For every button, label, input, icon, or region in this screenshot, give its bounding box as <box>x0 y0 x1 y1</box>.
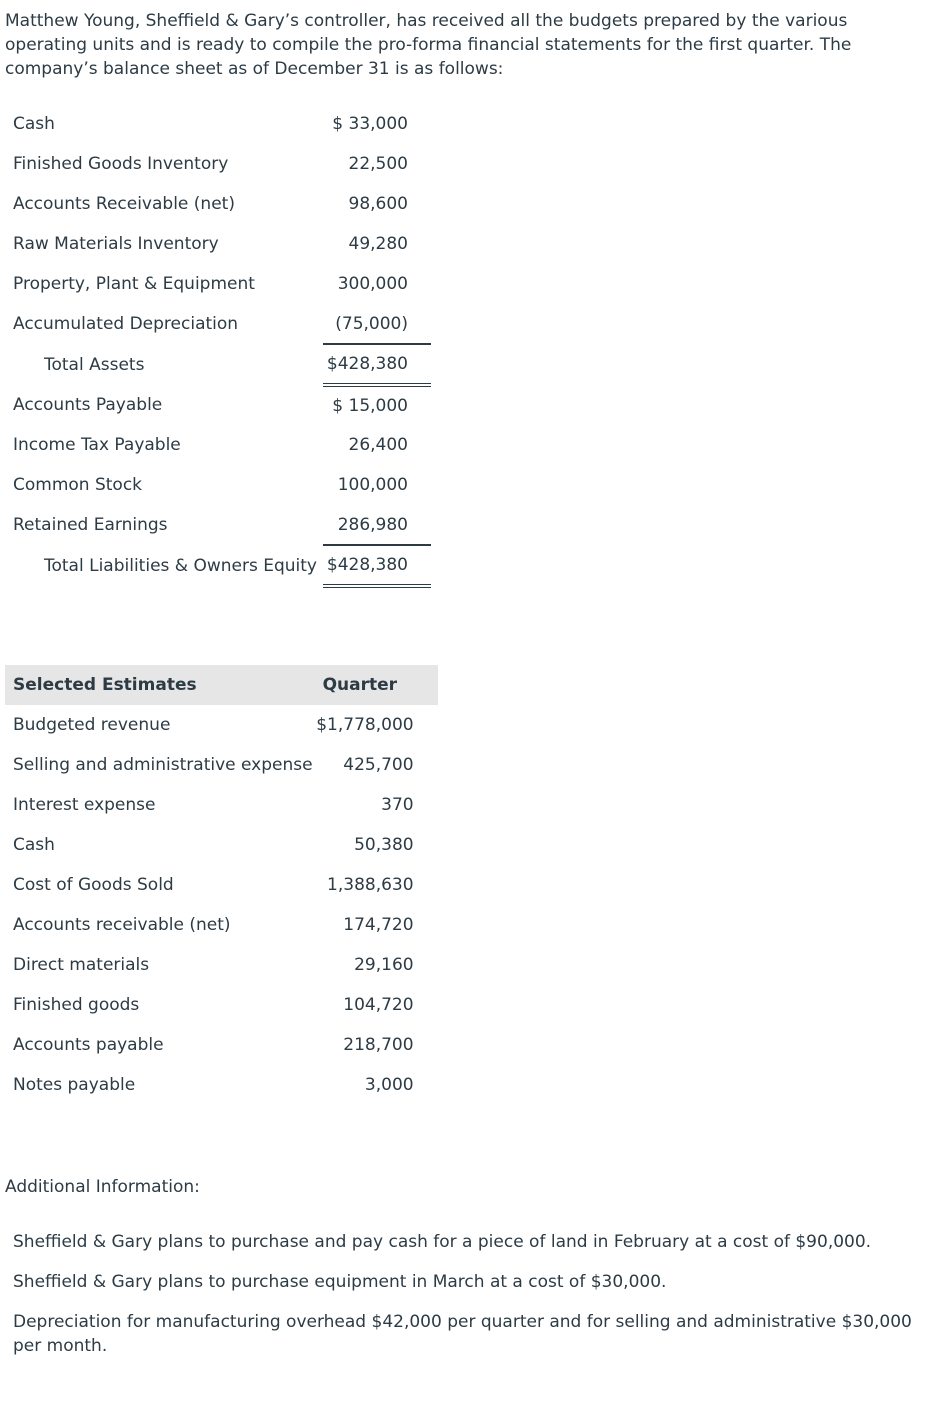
row-label: Selling and administrative expense <box>13 755 313 775</box>
table-row <box>5 705 438 745</box>
table-row <box>5 144 431 184</box>
selected-estimates-table <box>5 665 438 1105</box>
total-liabilities-row <box>5 545 431 586</box>
header-amount: Quarter <box>313 665 438 705</box>
row-amount: $ 33,000 <box>332 114 408 134</box>
row-label: Cash <box>13 835 55 855</box>
row-label: Direct materials <box>13 955 150 975</box>
table-row <box>5 785 438 825</box>
table-row <box>5 264 431 304</box>
row-amount: (75,000) <box>323 304 431 344</box>
row-label: Income Tax Payable <box>13 435 181 455</box>
additional-info-list <box>13 1230 913 1374</box>
list-item: Sheffield & Gary plans to purchase equipment in March at a cost of $30,000. <box>13 1272 667 1292</box>
row-amount: 370 <box>381 795 414 815</box>
header-label: Selected Estimates <box>5 665 313 705</box>
row-label: Accounts Receivable (net) <box>13 194 235 214</box>
additional-info-heading: Additional Information: <box>5 1177 200 1197</box>
row-label: Cash <box>13 114 55 134</box>
row-amount: 98,600 <box>348 194 408 214</box>
row-amount: $428,380 <box>323 344 431 385</box>
row-amount: 425,700 <box>343 755 414 775</box>
table-row <box>5 945 438 985</box>
table-row <box>5 304 431 344</box>
row-label: Notes payable <box>13 1075 136 1095</box>
row-label: Accumulated Depreciation <box>13 314 239 334</box>
row-amount: $1,778,000 <box>316 715 414 735</box>
table-row <box>5 745 438 785</box>
list-item: Sheffield & Gary plans to purchase and pay cash for a piece of land in February at a cost of $90,000. <box>13 1232 872 1252</box>
row-amount: 286,980 <box>323 505 431 545</box>
row-amount: 50,380 <box>354 835 414 855</box>
table-row <box>5 184 431 224</box>
row-label: Common Stock <box>13 475 143 495</box>
row-amount: 22,500 <box>348 154 408 174</box>
row-amount: 174,720 <box>343 915 414 935</box>
intro-paragraph: Matthew Young, Sheffield & Gary’s controller, has received all the budgets prepared by the various operating units and is ready to compile the pro-forma financial statements for the first quarter. The company’s balance sheet as of December 31 is as follows: <box>5 11 852 79</box>
table-row <box>5 825 438 865</box>
row-amount: $ 15,000 <box>332 396 408 416</box>
list-item: Depreciation for manufacturing overhead $42,000 per quarter and for selling and administrative $30,000 per month. <box>13 1312 912 1356</box>
row-label: Budgeted revenue <box>13 715 171 735</box>
balance-sheet-table <box>5 104 431 588</box>
row-label: Accounts Payable <box>13 395 163 415</box>
table-row <box>5 104 431 144</box>
row-label: Raw Materials Inventory <box>13 234 219 254</box>
row-label: Property, Plant & Equipment <box>13 274 255 294</box>
row-amount: 3,000 <box>364 1075 414 1095</box>
row-label: Total Assets <box>44 354 145 375</box>
row-label: Retained Earnings <box>13 515 168 535</box>
row-label: Interest expense <box>13 795 156 815</box>
row-amount: 26,400 <box>348 435 408 455</box>
row-label: Finished goods <box>13 995 140 1015</box>
row-amount: 1,388,630 <box>327 875 414 895</box>
row-label: Cost of Goods Sold <box>13 875 174 895</box>
row-amount: $428,380 <box>323 545 431 586</box>
row-amount: 29,160 <box>354 955 414 975</box>
row-label: Total Liabilities & Owners Equity <box>44 555 317 576</box>
table-row <box>5 385 431 425</box>
row-label: Finished Goods Inventory <box>13 154 229 174</box>
table-row <box>5 1065 438 1105</box>
row-amount: 300,000 <box>337 274 408 294</box>
table-row <box>5 465 431 505</box>
row-amount: 49,280 <box>348 234 408 254</box>
row-amount: 218,700 <box>343 1035 414 1055</box>
row-label: Accounts receivable (net) <box>13 915 231 935</box>
row-amount: 104,720 <box>343 995 414 1015</box>
table-row <box>5 505 431 545</box>
table-row <box>5 224 431 264</box>
table-row <box>5 985 438 1025</box>
table-row <box>5 865 438 905</box>
table-row <box>5 425 431 465</box>
table-header-row <box>5 665 438 705</box>
table-row <box>5 1025 438 1065</box>
row-label: Accounts payable <box>13 1035 164 1055</box>
row-amount: 100,000 <box>337 475 408 495</box>
table-row <box>5 905 438 945</box>
total-assets-row <box>5 344 431 385</box>
